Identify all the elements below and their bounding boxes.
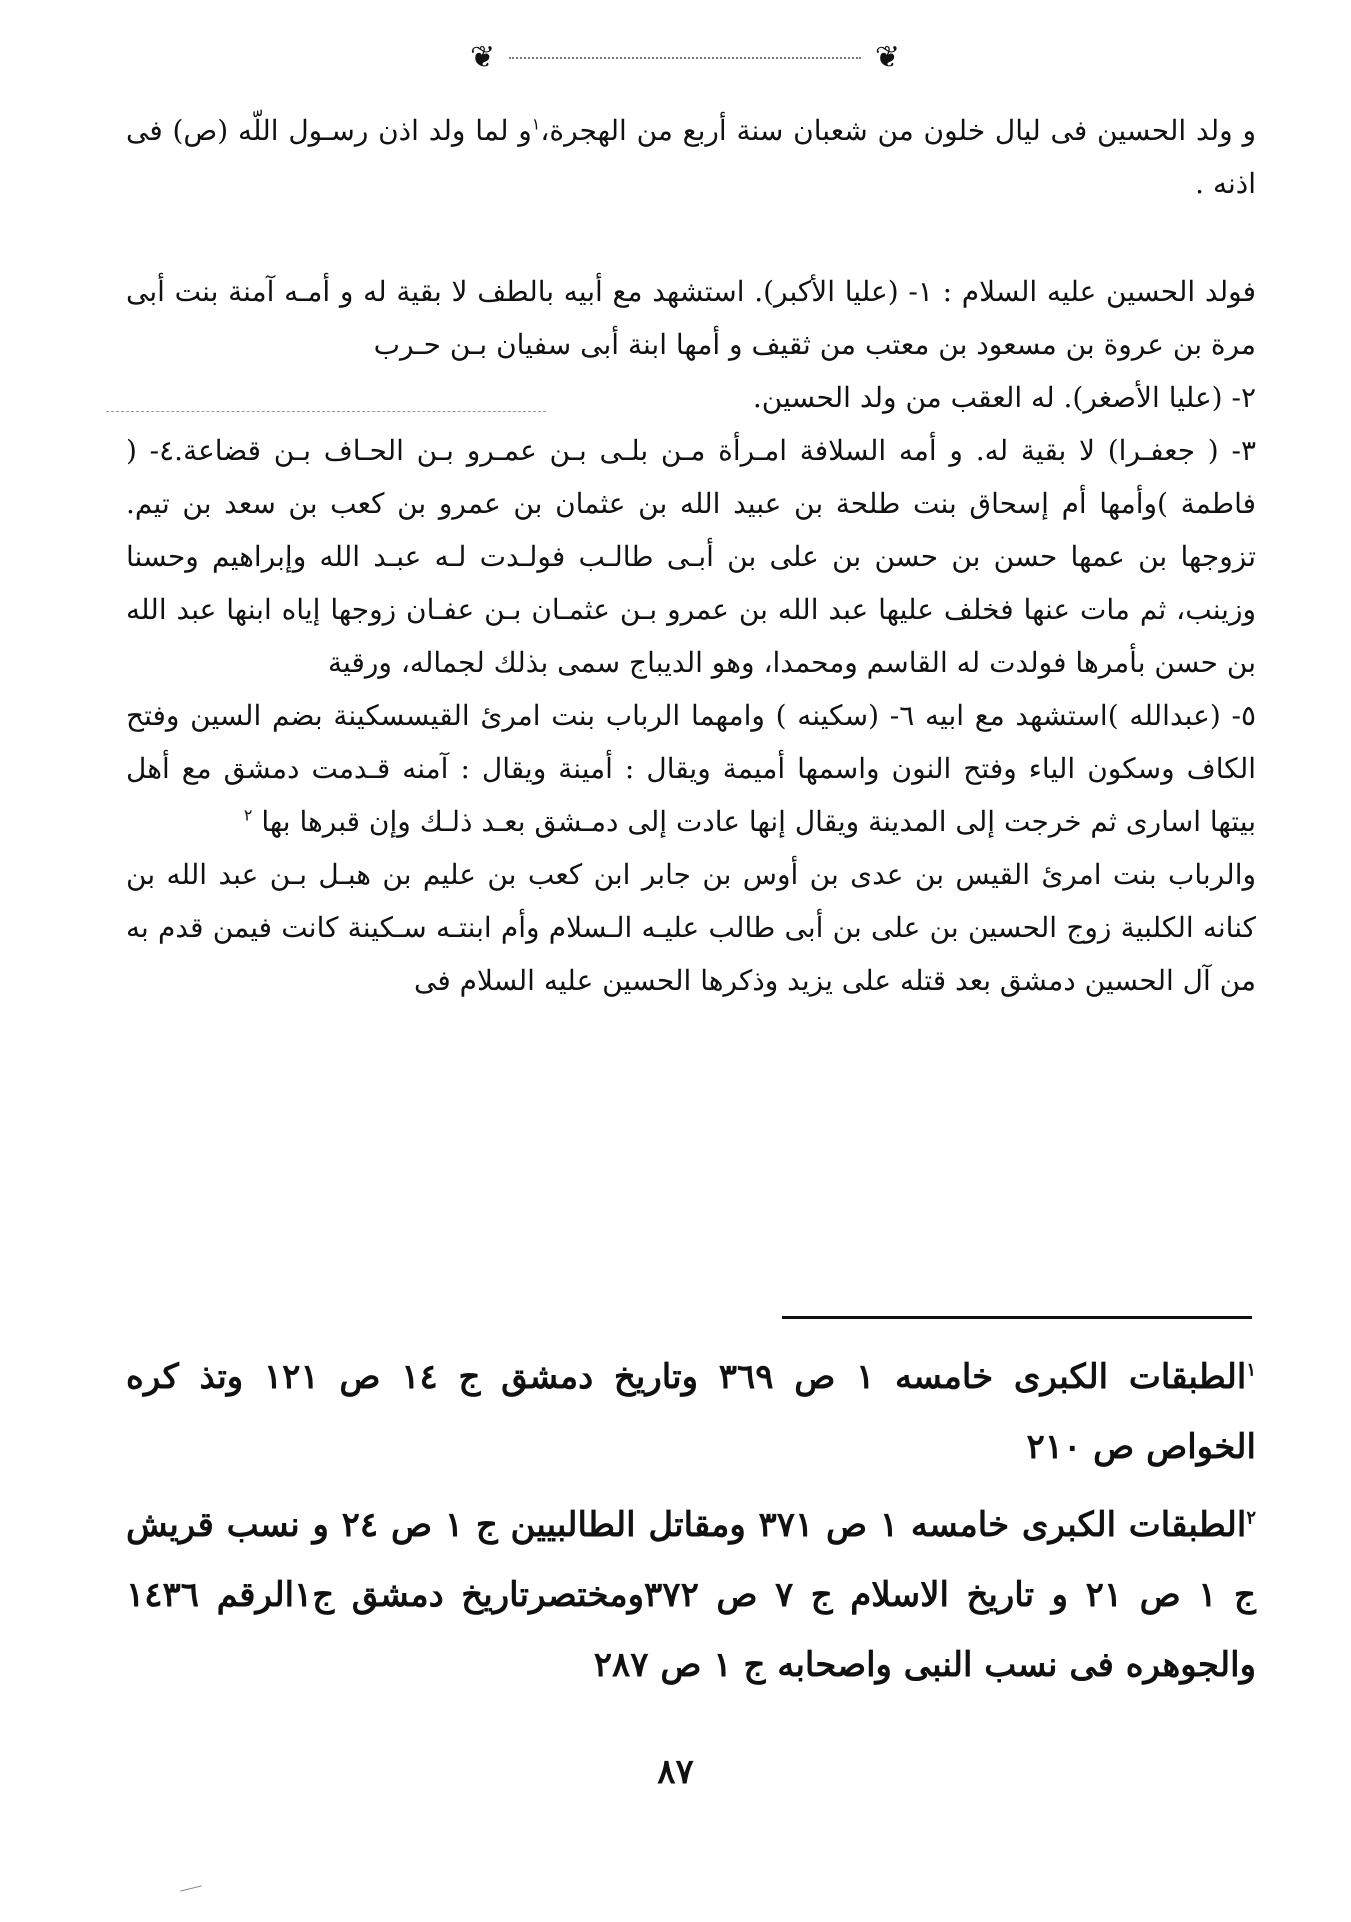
footnote-1 <box>126 1342 1256 1482</box>
paragraph-birth <box>126 104 1256 210</box>
floral-ornament-icon: ❦ <box>874 40 900 75</box>
footnote-text: الطبقات الكبرى خامسه ١ ص ٣٦٩ وتاريخ دمشق ج ١٤ ص ١٢١ وتذ كره الخواص ص ٢١٠ <box>126 1357 1256 1467</box>
footnote-number: ٢ <box>1246 1507 1256 1529</box>
scan-artifact-rule <box>106 411 546 412</box>
paragraph-children-3-4: ٣- ( جعفـرا) لا بقية له. و أمه السلافة امـرأة مـن بلـى بـن عمـرو بـن الحـاف بـن قضاعة.٤- ( فاطمة )وأمها أم إسحاق بنت طلحة بن عبيد الله بن عثمان بن عمرو بن كعب بن سعد بن تيم. تزوجها بن عمها حسن بن حسن بن على بن أبـى طالـب فولـدت لـه عبـد الله وإبراهيم وحسنا وزينب، ثم مات عنها فخلف عليها عبد الله بن عمرو بـن عثمـان بـن عفـان زوجها إياه ابنها عبد الله بن حسن بأمرها فولدت له القاسم ومحمدا، وهو الديباج سمى بذلك لجماله، ورقية <box>126 434 1256 679</box>
page-number: ٨٧ <box>657 1752 694 1792</box>
header-ornament <box>470 40 900 76</box>
paragraph-text: و ولد الحسين فى ليال خلون من شعبان سنة أربع من الهجرة، <box>540 114 1256 147</box>
footnote-ref-2: ٢ <box>243 805 253 825</box>
floral-ornament-icon: ❦ <box>470 40 496 75</box>
paragraph-children-1: فولد الحسين عليه السلام : ١- (عليا الأكبر). استشهد مع أبيه بالطف لا بقية له و أمـه آمنة بنت أبى مرة بن عروة بن مسعود بن معتب من ثقيف و أمها ابنة أبى سفيان بـن حـرب <box>126 275 1256 361</box>
paragraph-text: ٥- (عبدالله )استشهد مع ابيه ٦- (سكينه ) وامهما الرباب بنت امرئ القيسسكينة بضم السين وفتح الكاف وسكون الياء وفتح النون واسمها أميمة ويقال : أمينة ويقال : آمنه قـدمت دمشق مع أهل بيتها اسارى ثم خرجت إلى المدينة ويقال إنها عادت إلى دمـشق بعـد ذلـك وإن قبرها بها <box>126 699 1256 838</box>
footnote-2 <box>126 1490 1256 1700</box>
paragraph-text: و لما ولد اذن رسـول اللّه (ص) فى اذنه . <box>126 114 1256 200</box>
footnotes <box>126 1342 1256 1708</box>
main-text <box>126 104 1256 1007</box>
footnote-text: الطبقات الكبرى خامسه ١ ص ٣٧١ ومقاتل الطالبيين ج ١ ص ٢٤ و نسب قريش ج ١ ص ٢١ و تاريخ الاسلام ج ٧ ص ٣٧٢ومختصرتاريخ دمشق ج١الرقم ١٤٣٦ والجوهره فى نسب النبى واصحابه ج ١ ص ٢٨٧ <box>126 1505 1256 1685</box>
scan-mark <box>180 1885 202 1891</box>
paragraph-rabab: والرباب بنت امرئ القيس بن عدى بن أوس بن جابر ابن كعب بن عليم بن هبـل بـن عبد الله بن كنانه الكلبية زوج الحسين بن على بن أبى طالب عليـه الـسلام وأم ابنتـه سـكينة كانت فيمن قدم به من آل الحسين دمشق بعد قتله على يزيد وذكرها الحسين عليه السلام فى <box>126 858 1256 997</box>
footnote-divider <box>782 1316 1252 1319</box>
paragraph-children-5-6 <box>126 689 1256 848</box>
footnote-ref-1: ١ <box>531 114 541 134</box>
header-dotted-rule <box>509 57 861 59</box>
paragraph-children-2: ٢- (عليا الأصغر). له العقب من ولد الحسين. <box>752 381 1256 414</box>
footnote-number: ١ <box>1246 1359 1257 1381</box>
